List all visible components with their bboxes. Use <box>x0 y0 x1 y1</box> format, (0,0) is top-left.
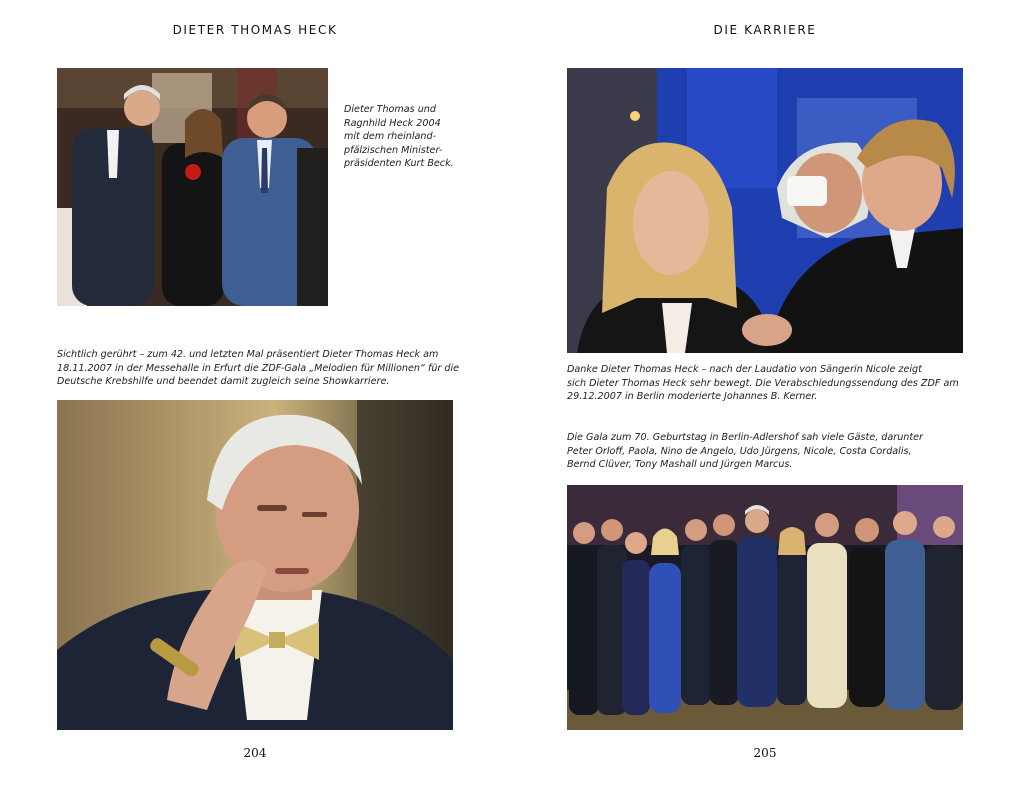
caption-line: sich Dieter Thomas Heck sehr bewegt. Die Verabschiedungssendung des ZDF am <box>567 377 959 389</box>
photo-nicole-and-heck-on-stage <box>567 68 963 353</box>
caption-line: Die Gala zum 70. Geburtstag in Berlin-Adlershof sah viele Gäste, darunter <box>567 432 923 443</box>
photo-birthday-gala-group <box>567 485 963 730</box>
caption-line: präsidenten Kurt Beck. <box>344 158 454 169</box>
caption-line: Sichtlich gerührt – zum 42. und letzten Mal präsentiert Dieter Thomas Heck am <box>57 349 439 360</box>
running-head-left: DIETER THOMAS HECK <box>172 23 338 37</box>
caption-line: Bernd Clüver, Tony Mashall und Jürgen Marcus. <box>567 459 793 470</box>
caption-line: 29.12.2007 in Berlin moderierte Johannes B. Kerner. <box>567 391 818 402</box>
caption-line: Ragnhild Heck 2004 <box>344 117 441 129</box>
page-number-right: 205 <box>753 746 777 760</box>
caption-line: Deutsche Krebshilfe und beendet damit zugleich seine Showkarriere. <box>57 376 390 387</box>
caption-line: 18.11.2007 in der Messehalle in Erfurt die ZDF-Gala „Melodien für Millionen“ für die <box>57 362 460 374</box>
caption-reception <box>344 103 454 171</box>
caption-nicole-laudatio <box>567 363 959 404</box>
caption-70th-birthday-gala <box>567 431 923 472</box>
caption-line: Danke Dieter Thomas Heck – nach der Laudatio von Sängerin Nicole zeigt <box>567 364 922 375</box>
caption-emotional-farewell <box>57 348 459 389</box>
caption-line: pfälzischen Minister- <box>344 144 443 156</box>
caption-line: Dieter Thomas und <box>344 104 436 115</box>
running-head-right: DIE KARRIERE <box>713 23 817 37</box>
caption-line: mit dem rheinland- <box>344 131 437 142</box>
right-page <box>510 0 1020 794</box>
photo-heck-wiping-tear <box>57 400 453 730</box>
photo-reception-couple-with-minister <box>57 68 328 306</box>
page-number-left: 204 <box>243 746 267 760</box>
caption-line: Peter Orloff, Paola, Nino de Angelo, Udo Jürgens, Nicole, Costa Cordalis, <box>567 445 912 457</box>
